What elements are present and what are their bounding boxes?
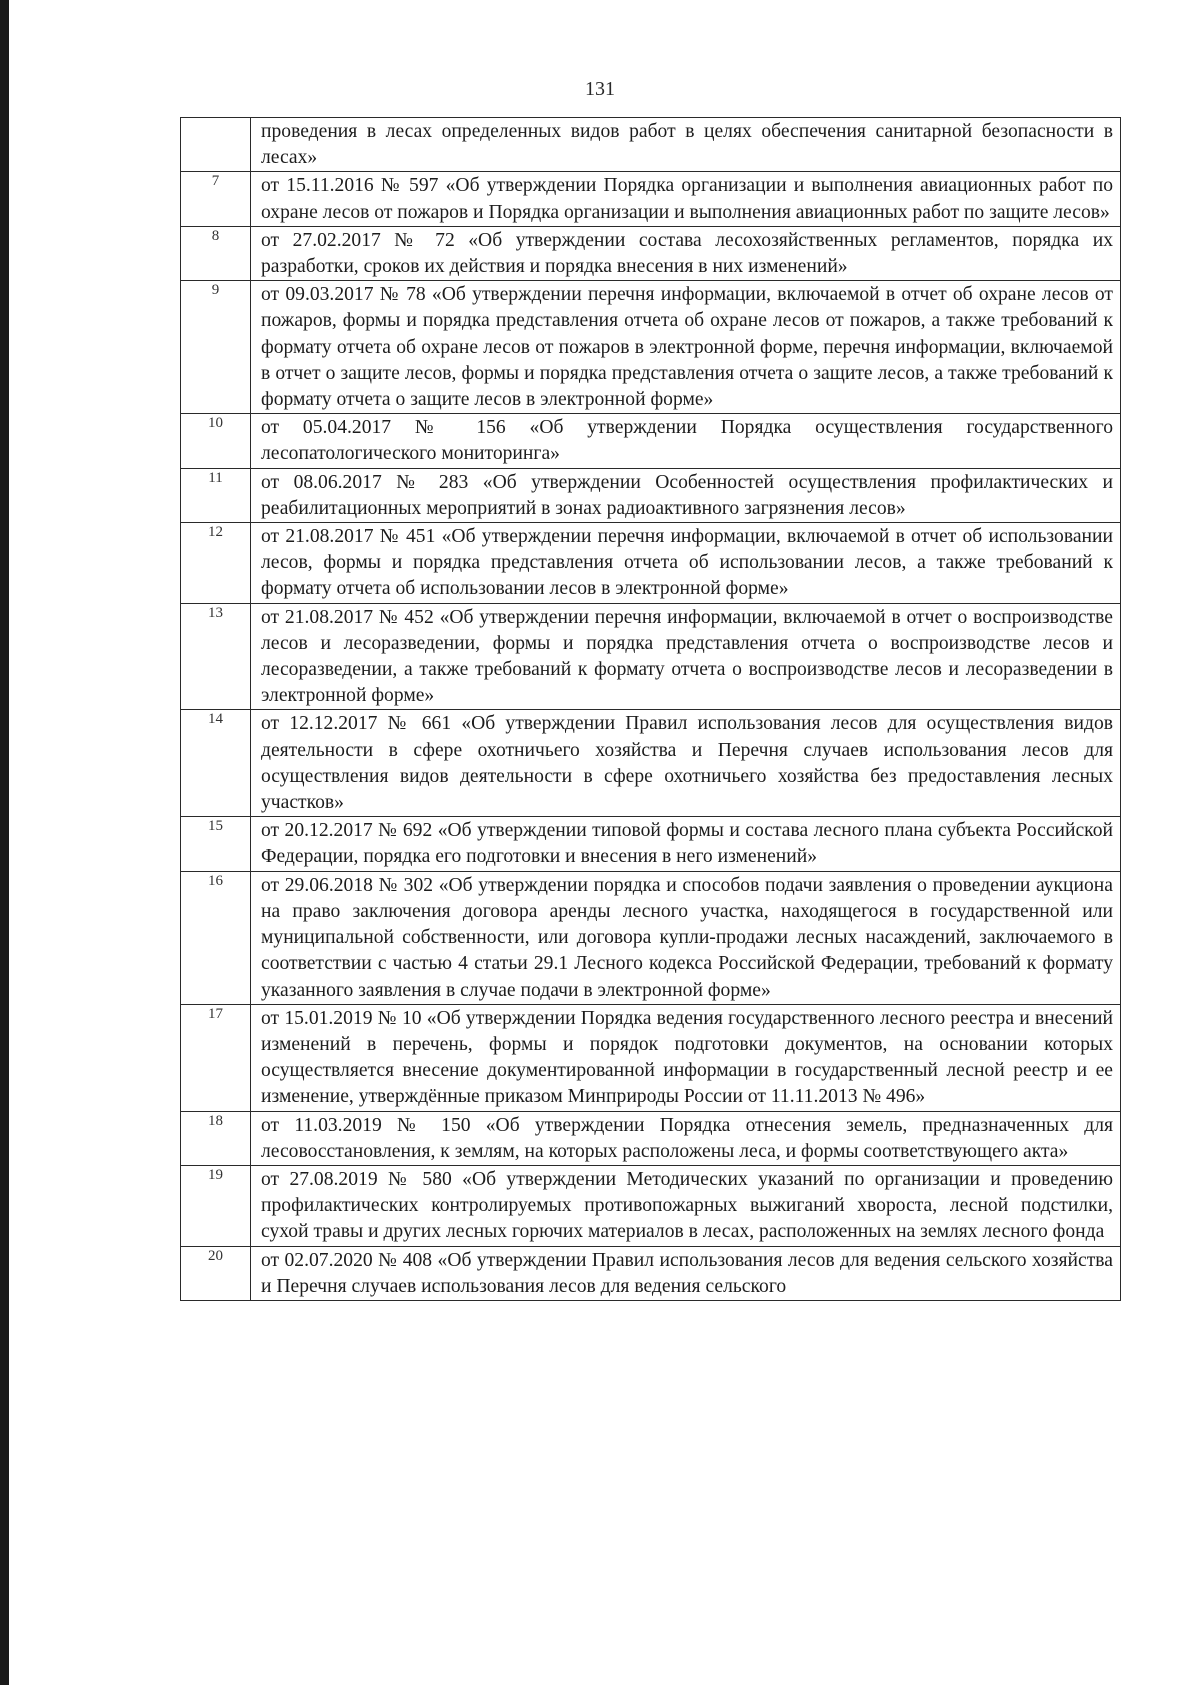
row-text: от 02.07.2020 № 408 «Об утверждении Правил использования лесов для ведения сельского хозяйства и Перечня случаев использования лесов для ведения сельского	[251, 1246, 1121, 1300]
row-number: 11	[181, 468, 251, 522]
row-number: 19	[181, 1165, 251, 1246]
row-text: от 05.04.2017 № 156 «Об утверждении Порядка осуществления государственного лесопатологического мониторинга»	[251, 414, 1121, 468]
row-text: от 20.12.2017 № 692 «Об утверждении типовой формы и состава лесного плана субъекта Российской Федерации, порядка его подготовки и внесения в него изменений»	[251, 817, 1121, 871]
table-row	[181, 1004, 1121, 1111]
table-row	[181, 523, 1121, 604]
table-row	[181, 817, 1121, 871]
table-row	[181, 281, 1121, 414]
row-text: от 12.12.2017 № 661 «Об утверждении Правил использования лесов для осуществления видов деятельности в сфере охотничьего хозяйства и Перечня случаев использования лесов для осуществления видов деятельности в сфере охотничьего хозяйства без предоставления лесных участков»	[251, 710, 1121, 817]
row-text: от 15.11.2016 № 597 «Об утверждении Порядка организации и выполнения авиационных работ по охране лесов от пожаров и Порядка организации и выполнения авиационных работ по защите лесов»	[251, 172, 1121, 226]
table-row	[181, 1246, 1121, 1300]
row-number: 16	[181, 871, 251, 1004]
row-number: 14	[181, 710, 251, 817]
table-row	[181, 871, 1121, 1004]
row-number: 18	[181, 1111, 251, 1165]
row-number: 9	[181, 281, 251, 414]
legal-acts-table	[180, 117, 1121, 1301]
table-row	[181, 226, 1121, 280]
row-text: от 11.03.2019 № 150 «Об утверждении Порядка отнесения земель, предназначенных для лесовосстановления, к землям, на которых расположены леса, и формы соответствующего акта»	[251, 1111, 1121, 1165]
binding-edge	[0, 0, 9, 1685]
table-row	[181, 468, 1121, 522]
row-text: проведения в лесах определенных видов работ в целях обеспечения санитарной безопасности в лесах»	[251, 118, 1121, 172]
row-number: 12	[181, 523, 251, 604]
row-number: 8	[181, 226, 251, 280]
table-row	[181, 118, 1121, 172]
row-text: от 27.08.2019 № 580 «Об утверждении Методических указаний по организации и проведению профилактических контролируемых противопожарных выжиганий хвороста, лесной подстилки, сухой травы и других лесных горючих материалов в лесах, расположенных на землях лесного фонда	[251, 1165, 1121, 1246]
row-text: от 09.03.2017 № 78 «Об утверждении перечня информации, включаемой в отчет об охране лесов от пожаров, формы и порядка представления отчета об охране лесов от пожаров, а также требований к формату отчета об охране лесов от пожаров в электронной форме, перечня информации, включаемой в отчет о защите лесов, формы и порядка представления отчета о защите лесов, а также требований к формату отчета о защите лесов в электронной форме»	[251, 281, 1121, 414]
table-row	[181, 1165, 1121, 1246]
row-text: от 21.08.2017 № 451 «Об утверждении перечня информации, включаемой в отчет об использовании лесов, формы и порядка представления отчета об использовании лесов, а также требований к формату отчета об использовании лесов в электронной форме»	[251, 523, 1121, 604]
row-text: от 29.06.2018 № 302 «Об утверждении порядка и способов подачи заявления о проведении аукциона на право заключения договора аренды лесного участка, находящегося в государственной или муниципальной собственности, или договора купли-продажи лесных насаждений, заключаемого в соответствии с частью 4 статьи 29.1 Лесного кодекса Российской Федерации, требований к формату указанного заявления в случае подачи в электронной форме»	[251, 871, 1121, 1004]
row-text: от 08.06.2017 № 283 «Об утверждении Особенностей осуществления профилактических и реабилитационных мероприятий в зонах радиоактивного загрязнения лесов»	[251, 468, 1121, 522]
table-row	[181, 710, 1121, 817]
row-text: от 27.02.2017 № 72 «Об утверждении состава лесохозяйственных регламентов, порядка их разработки, сроков их действия и порядка внесения в них изменений»	[251, 226, 1121, 280]
table-row	[181, 414, 1121, 468]
row-number: 15	[181, 817, 251, 871]
row-text: от 15.01.2019 № 10 «Об утверждении Порядка ведения государственного лесного реестра и внесений изменений в перечень, формы и порядок подготовки документов, на основании которых осуществляется внесение документированной информации в государственный лесной реестр и ее изменение, утверждённые приказом Минприроды России от 11.11.2013 № 496»	[251, 1004, 1121, 1111]
row-number: 7	[181, 172, 251, 226]
row-text: от 21.08.2017 № 452 «Об утверждении перечня информации, включаемой в отчет о воспроизводстве лесов и лесоразведении, формы и порядка представления отчета о воспроизводстве лесов и лесоразведении, а также требований к формату отчета о воспроизводстве лесов и лесоразведении в электронной форме»	[251, 603, 1121, 710]
table-row	[181, 603, 1121, 710]
table-row	[181, 1111, 1121, 1165]
row-number: 13	[181, 603, 251, 710]
row-number: 17	[181, 1004, 251, 1111]
table-row	[181, 172, 1121, 226]
page-number: 131	[585, 78, 615, 100]
row-number: 10	[181, 414, 251, 468]
table-body	[181, 118, 1121, 1301]
row-number	[181, 118, 251, 172]
row-number: 20	[181, 1246, 251, 1300]
